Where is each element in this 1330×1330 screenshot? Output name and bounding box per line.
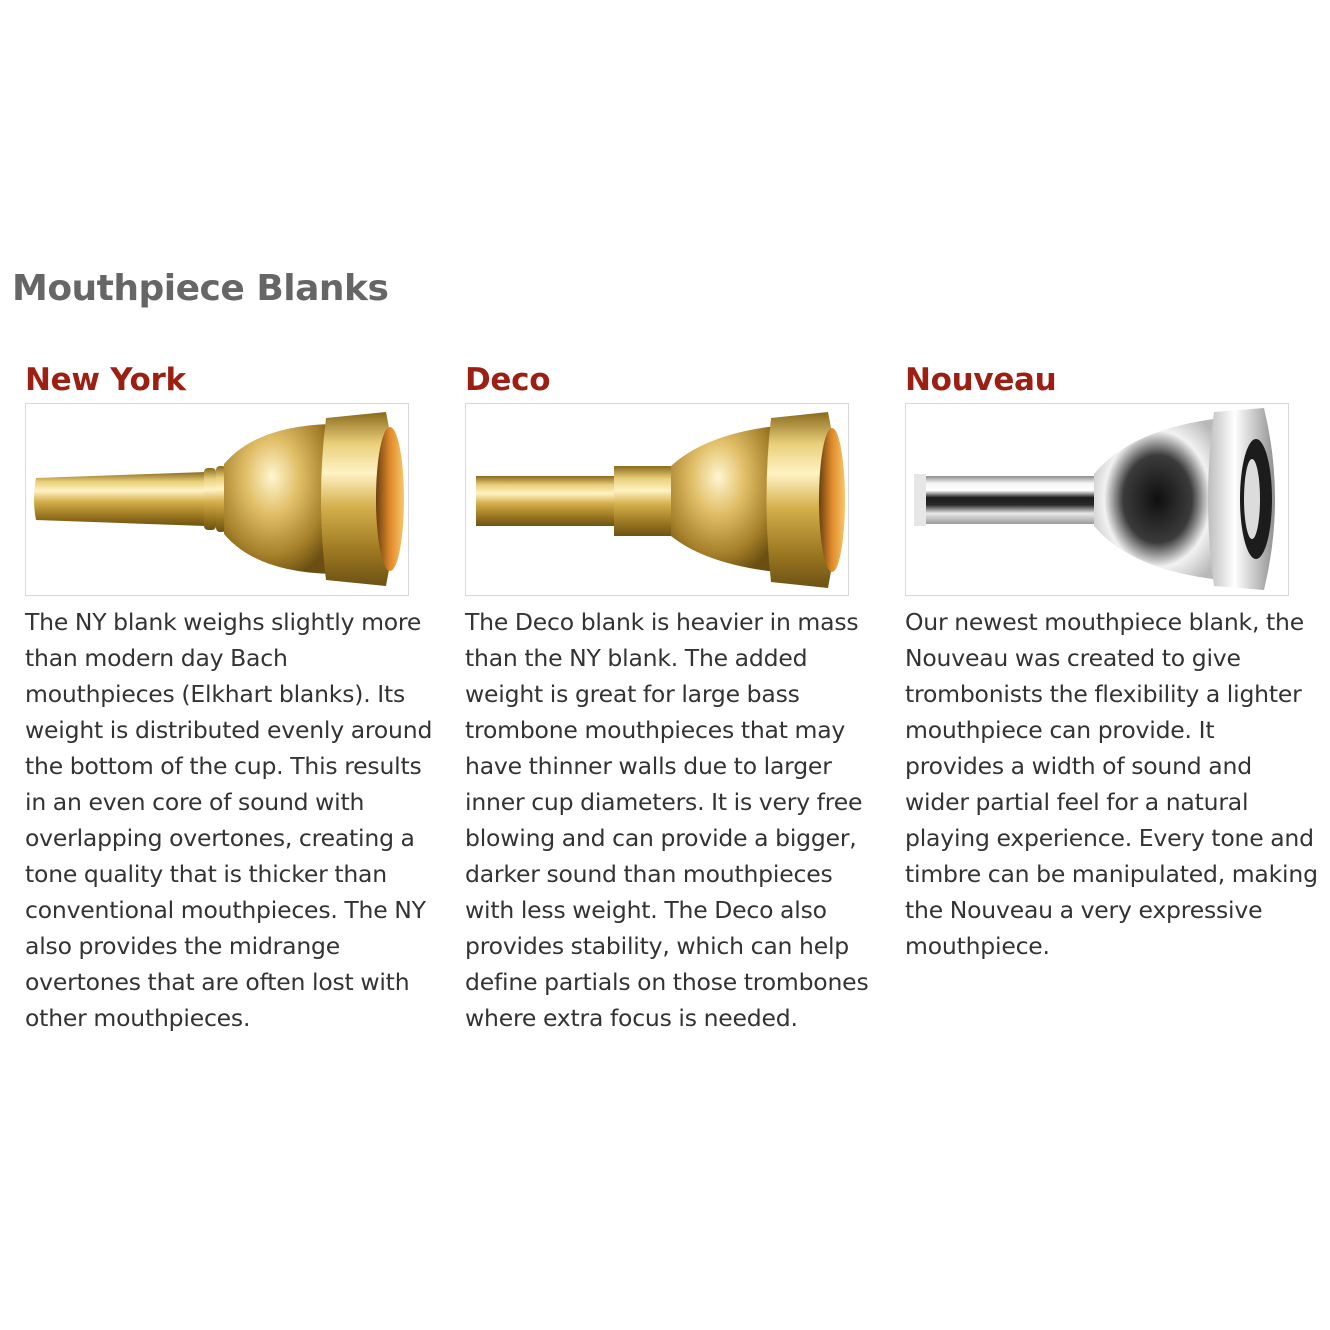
silver-mouthpiece-icon: [906, 404, 1288, 595]
page-title: Mouthpiece Blanks: [12, 268, 389, 309]
mouthpiece-image-nouveau: [905, 403, 1289, 596]
blank-card-deco: [465, 360, 869, 1032]
blank-card-new-york: [25, 360, 433, 1032]
card-title: Nouveau: [905, 362, 1057, 398]
card-description: The NY blank weighs slightly more than modern day Bach mouthpieces (Elkhart blanks). Its weight is distributed evenly around the bottom of the cup. This results in an even core of sound with overlapping overtones, creating a tone quality that is thicker than conventional mouthpieces. The NY also provides the midrange overtones that are often lost with other mouthpieces.: [25, 608, 433, 1032]
gold-mouthpiece-icon: [26, 404, 408, 595]
mouthpiece-image-deco: [465, 403, 849, 596]
card-title: Deco: [465, 362, 551, 398]
blank-card-nouveau: [905, 360, 1318, 960]
card-description: Our newest mouthpiece blank, the Nouveau was created to give trombonists the flexibility a lighter mouthpiece can provide. It provides a width of sound and wider partial feel for a natural playing experience. Every tone and timbre can be manipulated, making the Nouveau a very expressive mouthpiece.: [905, 608, 1318, 960]
card-title: New York: [25, 362, 186, 398]
mouthpiece-image-new-york: [25, 403, 409, 596]
gold-mouthpiece-icon: [466, 404, 848, 595]
card-description: The Deco blank is heavier in mass than the NY blank. The added weight is great for large bass trombone mouthpieces that may have thinner walls due to larger inner cup diameters. It is very free blowing and can provide a bigger, darker sound than mouthpieces with less weight. The Deco also provides stability, which can help define partials on those trombones where extra focus is needed.: [465, 608, 869, 1032]
